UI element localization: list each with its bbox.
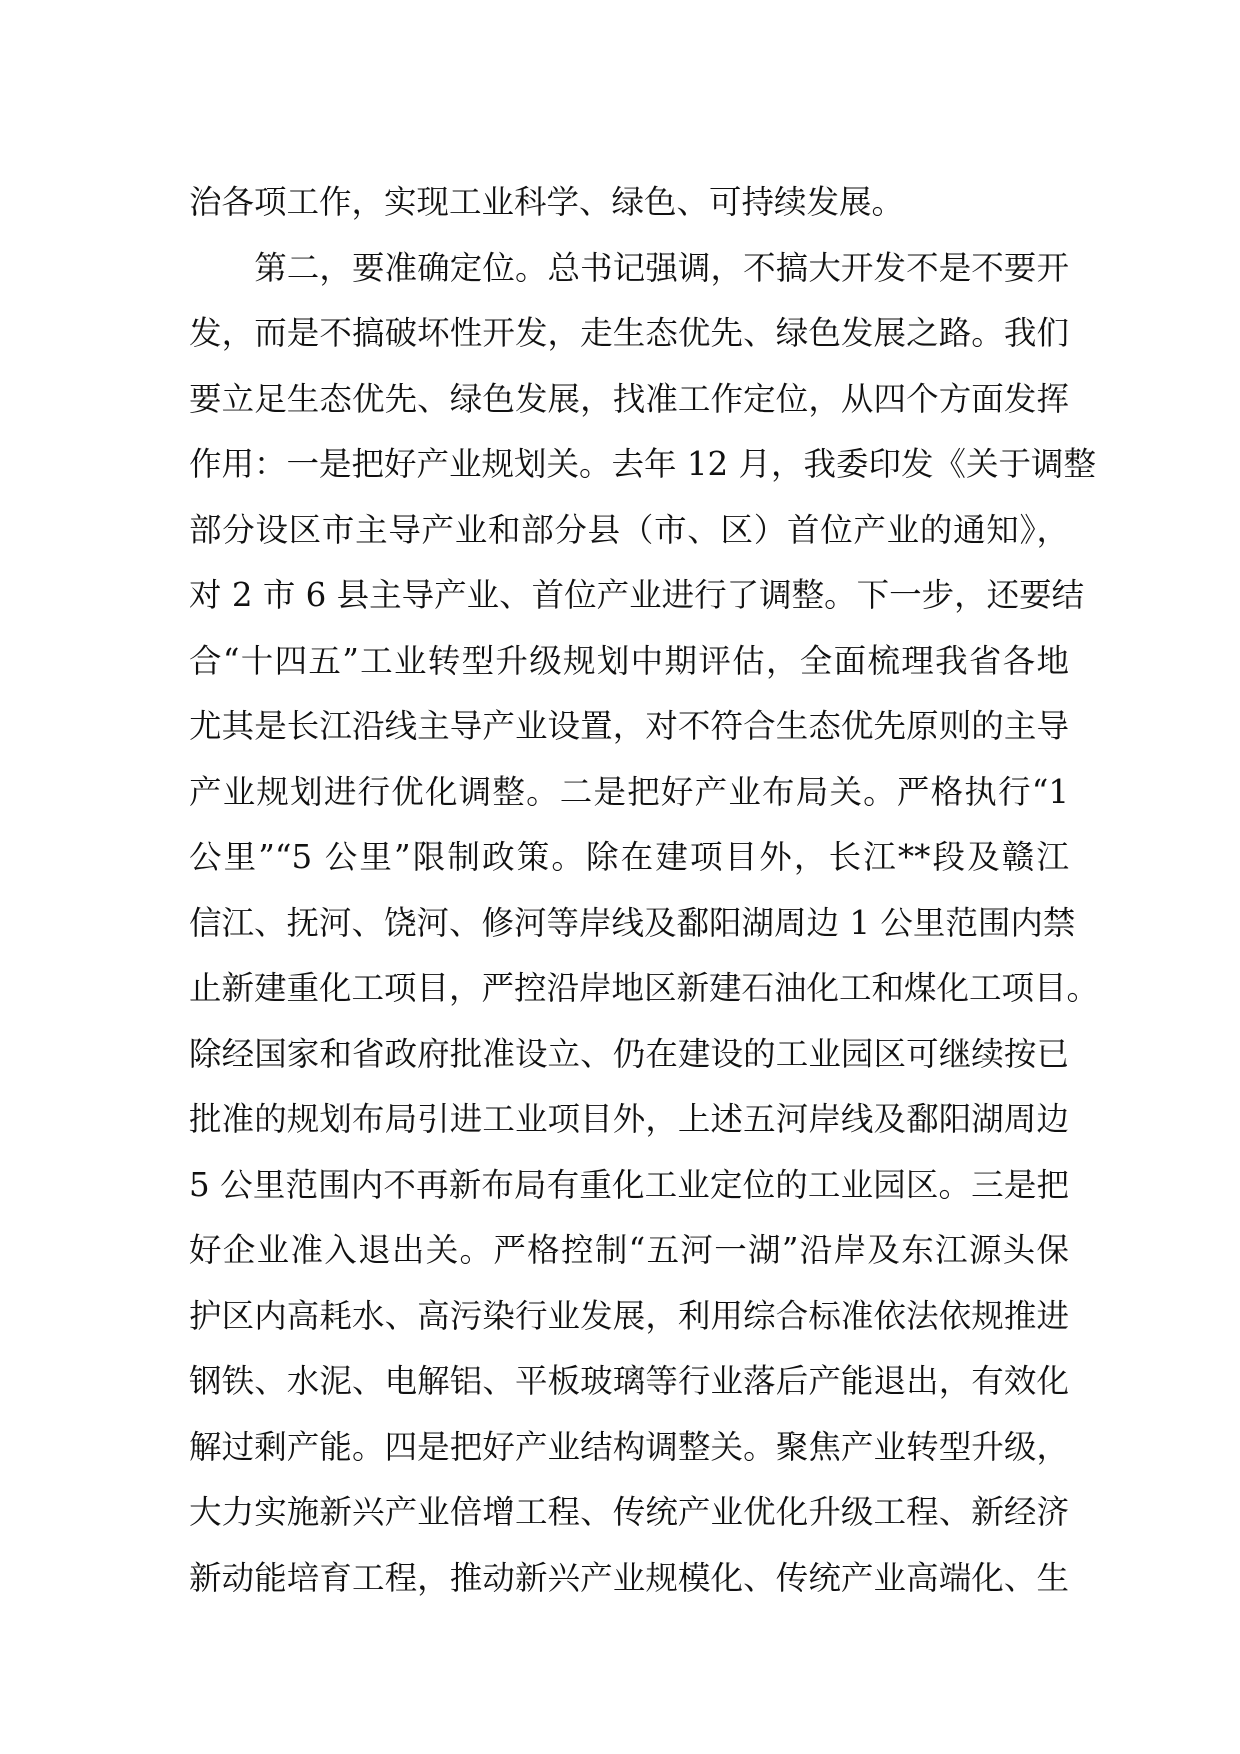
text-line: 作用：一是把好产业规划关。去年 12 月，我委印发《关于调整 [189, 445, 1097, 483]
text-line: 公里”“5 公里”限制政策。除在建项目外，长江**段及赣江 [189, 838, 1069, 876]
text-line: 好企业准入退出关。严格控制“五河一湖”沿岸及东江源头保 [189, 1231, 1069, 1269]
text-line: 大力实施新兴产业倍增工程、传统产业优化升级工程、新经济 [189, 1493, 1069, 1531]
text-line: 对 2 市 6 县主导产业、首位产业进行了调整。下一步，还要结 [189, 576, 1085, 614]
text-line: 除经国家和省政府批准设立、仍在建设的工业园区可继续按已 [189, 1034, 1069, 1073]
text-line: 钢铁、水泥、电解铝、平板玻璃等行业落后产能退出，有效化 [189, 1362, 1069, 1400]
text-line: 5 公里范围内不再新布局有重化工业定位的工业园区。三是把 [189, 1165, 1069, 1204]
text-line: 第二，要准确定位。总书记强调，不搞大开发不是不要开 [189, 248, 1069, 287]
body-text [189, 170, 1100, 1611]
text-line: 部分设区市主导产业和部分县（市、区）首位产业的通知》， [189, 510, 1069, 549]
text-line: 治各项工作，实现工业科学、绿色、可持续发展。 [189, 183, 905, 221]
text-line: 尤其是长江沿线主导产业设置，对不符合生态优先原则的主导 [189, 707, 1069, 745]
text-line: 新动能培育工程，推动新兴产业规模化、传统产业高端化、生 [189, 1558, 1069, 1597]
text-line: 信江、抚河、饶河、修河等岸线及鄱阳湖周边 1 公里范围内禁 [189, 903, 1076, 942]
text-line: 合“十四五”工业转型升级规划中期评估，全面梳理我省各地 [189, 641, 1069, 680]
text-line: 要立足生态优先、绿色发展，找准工作定位，从四个方面发挥 [189, 379, 1069, 418]
text-line: 护区内高耗水、高污染行业发展，利用综合标准依法依规推进 [189, 1296, 1069, 1335]
text-line: 发，而是不搞破坏性开发，走生态优先、绿色发展之路。我们 [189, 314, 1069, 352]
text-line: 止新建重化工项目，严控沿岸地区新建石油化工和煤化工项目。 [189, 969, 1100, 1007]
text-line: 产业规划进行优化调整。二是把好产业布局关。严格执行“1 [189, 772, 1069, 811]
text-line: 解过剩产能。四是把好产业结构调整关。聚焦产业转型升级， [189, 1427, 1069, 1466]
text-line: 批准的规划布局引进工业项目外，上述五河岸线及鄱阳湖周边 [189, 1100, 1069, 1138]
